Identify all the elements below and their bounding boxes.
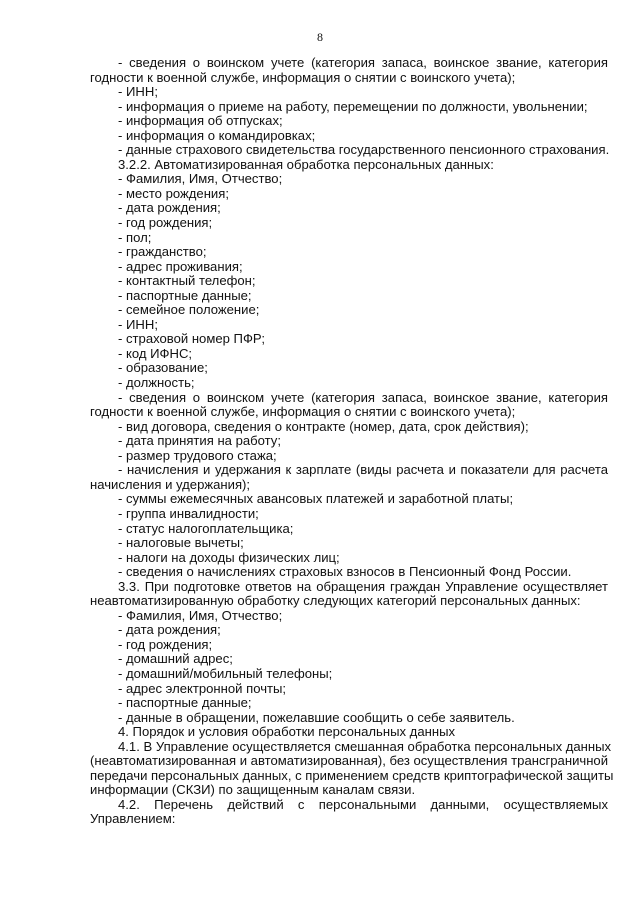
text-line: годности к военной службе, информация о снятии с воинского учета);	[90, 404, 516, 420]
text-line: - вид договора, сведения о контракте (номер, дата, срок действия);	[118, 418, 529, 434]
text-line: - налоговые вычеты;	[118, 535, 244, 551]
text-line: - должность;	[118, 375, 195, 391]
text-line: - информация о приеме на работу, перемещении по должности, увольнении;	[118, 98, 588, 114]
text-line: годности к военной службе, информация о снятии с воинского учета);	[90, 69, 516, 85]
text-line: - статус налогоплательщика;	[118, 520, 294, 536]
text-line: - данные в обращении, пожелавшие сообщить о себе заявитель.	[118, 709, 515, 725]
text-line: - код ИФНС;	[118, 345, 193, 361]
text-line: - ИНН;	[118, 84, 158, 100]
text-line: - размер трудового стажа;	[118, 447, 277, 463]
text-line: - сведения о воинском учете (категория запаса, воинское звание, категория	[118, 55, 608, 70]
text-line: - информация об отпусках;	[118, 113, 283, 129]
text-line: - сведения о воинском учете (категория запаса, воинское звание, категория	[118, 389, 608, 405]
text-line: неавтоматизированную обработку следующих категорий персональных данных:	[90, 593, 581, 609]
text-line: - домашний адрес;	[118, 651, 233, 667]
document-body	[90, 55, 614, 827]
text-line: - год рождения;	[118, 636, 213, 652]
text-line: - информация о командировках;	[118, 127, 316, 143]
text-line: информации (СКЗИ) по защищенным каналам связи.	[90, 782, 416, 798]
page-number: 8	[317, 30, 323, 44]
text-line: - группа инвалидности;	[118, 505, 259, 521]
text-line: - пол;	[118, 229, 152, 245]
text-line: - домашний/мобильный телефоны;	[118, 665, 333, 681]
text-line: 4. Порядок и условия обработки персональных данных	[118, 724, 456, 740]
text-line: - паспортные данные;	[118, 695, 252, 711]
text-line: 4.1. В Управление осуществляется смешанная обработка персональных данных	[118, 738, 612, 754]
text-line: 4.2. Перечень действий с персональными данными, осуществляемых	[118, 796, 608, 812]
text-line: 3.2.2. Автоматизированная обработка персональных данных:	[118, 156, 494, 172]
text-line: - суммы ежемесячных авансовых платежей и заработной платы;	[118, 491, 514, 507]
text-line: - страховой номер ПФР;	[118, 331, 265, 347]
text-line: - адрес электронной почты;	[118, 680, 287, 696]
text-line: - семейное положение;	[118, 302, 260, 318]
text-line: - контактный телефон;	[118, 273, 256, 289]
text-line: - Фамилия, Имя, Отчество;	[118, 607, 283, 623]
text-line: передачи персональных данных, с применением средств криптографической защиты	[90, 767, 614, 783]
text-line: - Фамилия, Имя, Отчество;	[118, 171, 283, 187]
text-line: - дата рождения;	[118, 200, 221, 216]
text-line: Управлением:	[90, 811, 176, 827]
text-line: - образование;	[118, 360, 208, 376]
text-line: - налоги на доходы физических лиц;	[118, 549, 340, 565]
text-line: - данные страхового свидетельства государственного пенсионного страхования.	[118, 142, 610, 158]
text-line: - гражданство;	[118, 244, 207, 260]
text-line: - сведения о начислениях страховых взносов в Пенсионный Фонд России.	[118, 564, 572, 580]
text-line: - дата принятия на работу;	[118, 433, 281, 449]
text-line: - адрес проживания;	[118, 258, 243, 274]
text-line: - ИНН;	[118, 316, 158, 332]
text-line: 3.3. При подготовке ответов на обращения граждан Управление осуществляет	[118, 578, 608, 594]
text-line: (неавтоматизированная и автоматизированная), без осуществления трансграничной	[90, 753, 609, 769]
text-line: начисления и удержания);	[90, 476, 251, 492]
text-line: - место рождения;	[118, 185, 229, 201]
text-line: - дата рождения;	[118, 622, 221, 638]
text-line: - начисления и удержания к зарплате (виды расчета и показатели для расчета	[118, 462, 608, 478]
text-line: - паспортные данные;	[118, 287, 252, 303]
text-line: - год рождения;	[118, 215, 213, 231]
